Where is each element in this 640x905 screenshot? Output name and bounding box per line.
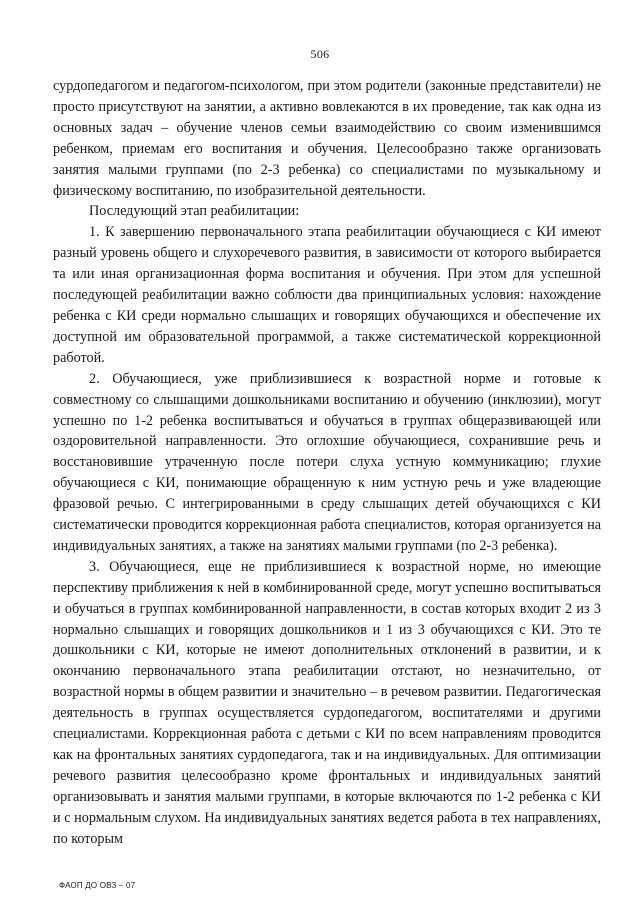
page-body <box>53 76 601 850</box>
paragraph-stage-heading: Последующий этап реабилитации: <box>89 203 300 220</box>
footer-label: ФАОП ДО ОВЗ – 07 <box>59 881 136 890</box>
paragraph-item-3: 3. Обучающиеся, еще не приблизившиеся к возрастной норме, но имеющие перспективу приближения к ней в комбинированной среде, могут успешно воспитываться и обучаться в группах комбинированной направленности, в состав которых входит 2 из 3 нормально слышащих и говорящих дошкольников и 1 из 3 обучающихся с КИ. Это те дошкольники с КИ, которые не имеют дополнительных отклонений в развитии, и к окончанию первоначального этапа реабилитации отстают, но незначительно, от возрастной нормы в общем развитии и значительно – в речевом развитии. Педагогическая деятельность в группах осуществляется сурдопедагогом, воспитателями и другими специалистами. Коррекционная работа с детьми с КИ по всем направлениям проводится как на фронтальных занятиях сурдопедагога, так и на индивидуальных. Для оптимизации речевого развития целесообразно кроме фронтальных и индивидуальных занятий организовывать и занятия малыми группами, в которые включаются по 1-2 ребенка с КИ и с нормальным слухом. На индивидуальных занятиях ведется работа в тех направлениях, по которым <box>53 558 601 847</box>
paragraph-item-1: 1. К завершению первоначального этапа реабилитации обучающиеся с КИ имеют разный уровень общего и слухоречевого развития, в зависимости от которого выбирается та или иная организационная форма воспитания и обучения. При этом для успешной последующей реабилитации важно соблюсти два принципиальных условия: нахождение ребенка с КИ среди нормально слышащих и говорящих обучающихся и обеспечение их доступной им образовательной программой, а также систематической коррекционной работой. <box>53 224 601 366</box>
paragraph-item-2: 2. Обучающиеся, уже приблизившиеся к возрастной норме и готовые к совместному со слышащими дошкольниками воспитанию и обучению (инклюзии), могут успешно по 1-2 ребенка воспитываться и обучаться в группах общеразвивающей или оздоровительной направленности. Это оглохшие обучающиеся, сохранившие речь и восстановившие утраченную после потери слуха устную коммуникацию; глухие обучающиеся с КИ, понимающие обращенную к ним устную речь и уже владеющие фразовой речью. С интегрированными в среду слышащих детей обучающихся с КИ систематически проводится коррекционная работа специалистов, которая организуется на индивидуальных занятиях, а также на занятиях малыми группами (по 2-3 ребенка). <box>53 370 601 554</box>
page-number: 506 <box>310 47 330 61</box>
paragraph-continuation: сурдопедагогом и педагогом-психологом, при этом родители (законные представители) не просто присутствуют на занятии, а активно вовлекаются в их проведение, так как одна из основных задач – обучение членов семьи взаимодействию со своим изменившимся ребенком, приемам его воспитания и обучения. Целесообразно также организовать занятия малыми группами (по 2-3 ребенка) со специалистами по музыкальному и физическому воспитанию, по изобразительной деятельности. <box>53 78 601 199</box>
